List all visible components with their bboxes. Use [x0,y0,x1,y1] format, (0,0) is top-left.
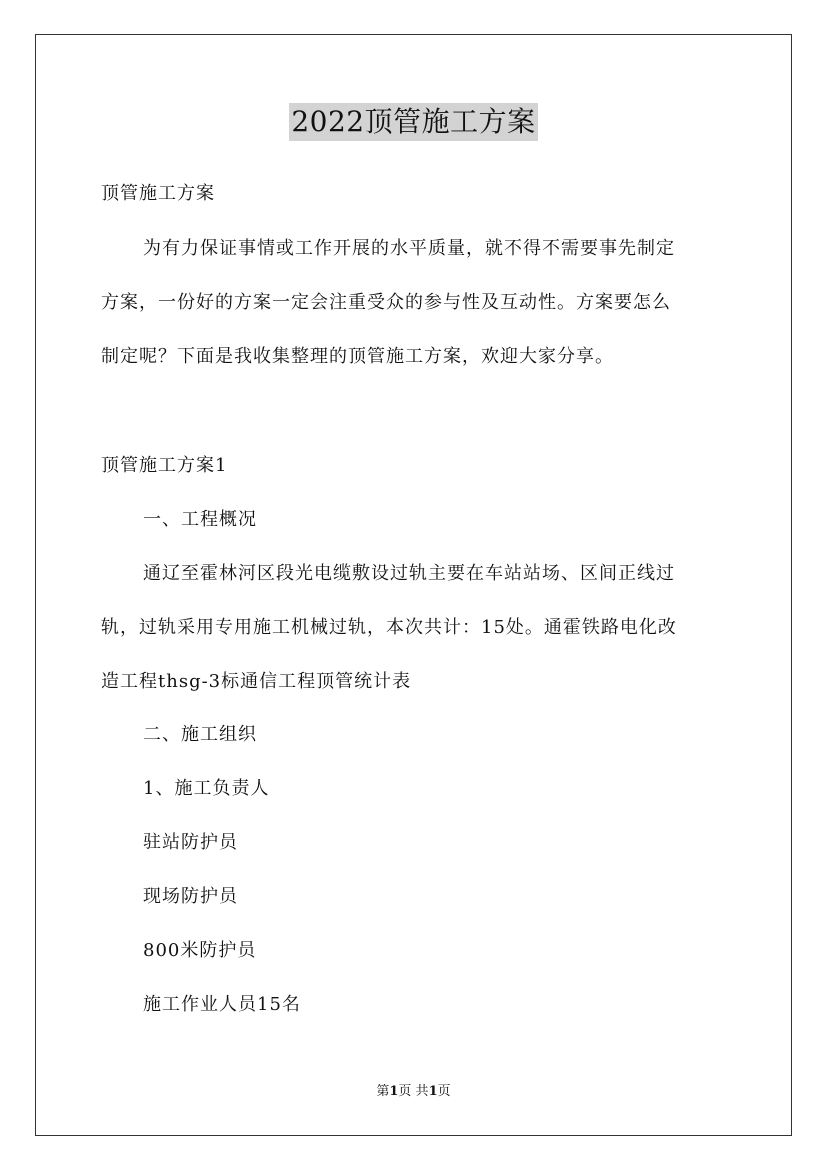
document-title: 2022顶管施工方案 [289,103,537,141]
role-site-guard: 现场防护员 [143,886,238,907]
role-800m-guard: 800米防护员 [143,940,257,961]
overview-line-3: 造工程thsg-3标通信工程顶管统计表 [101,671,412,692]
overview-line-1: 通辽至霍林河区段光电缆敷设过轨主要在车站站场、区间正线过 [143,563,675,584]
page-footer [0,1083,827,1101]
title-wrap [0,103,827,141]
intro-line-1: 为有力保证事情或工作开展的水平质量，就不得不需要事先制定 [143,238,675,259]
heading-plan-1: 顶管施工方案1 [101,455,228,476]
footer-suffix: 页 [437,1084,451,1099]
footer-prefix: 第 [376,1084,390,1099]
role-station-guard: 驻站防护员 [143,832,238,853]
heading-plan: 顶管施工方案 [101,183,215,204]
overview-line-2: 轨，过轨采用专用施工机械过轨，本次共计：15处。通霍铁路电化改 [101,617,677,638]
item-leader: 1、施工负责人 [143,778,270,799]
section-organization-title: 二、施工组织 [143,724,257,745]
footer-mid: 页 共 [398,1084,429,1099]
intro-line-3: 制定呢？下面是我收集整理的顶管施工方案，欢迎大家分享。 [101,346,614,367]
footer-total-pages: 1 [428,1084,438,1099]
intro-line-2: 方案，一份好的方案一定会注重受众的参与性及互动性。方案要怎么 [101,292,671,313]
role-workers: 施工作业人员15名 [143,994,301,1015]
section-overview-title: 一、工程概况 [143,509,257,530]
footer-current-page: 1 [389,1084,399,1099]
